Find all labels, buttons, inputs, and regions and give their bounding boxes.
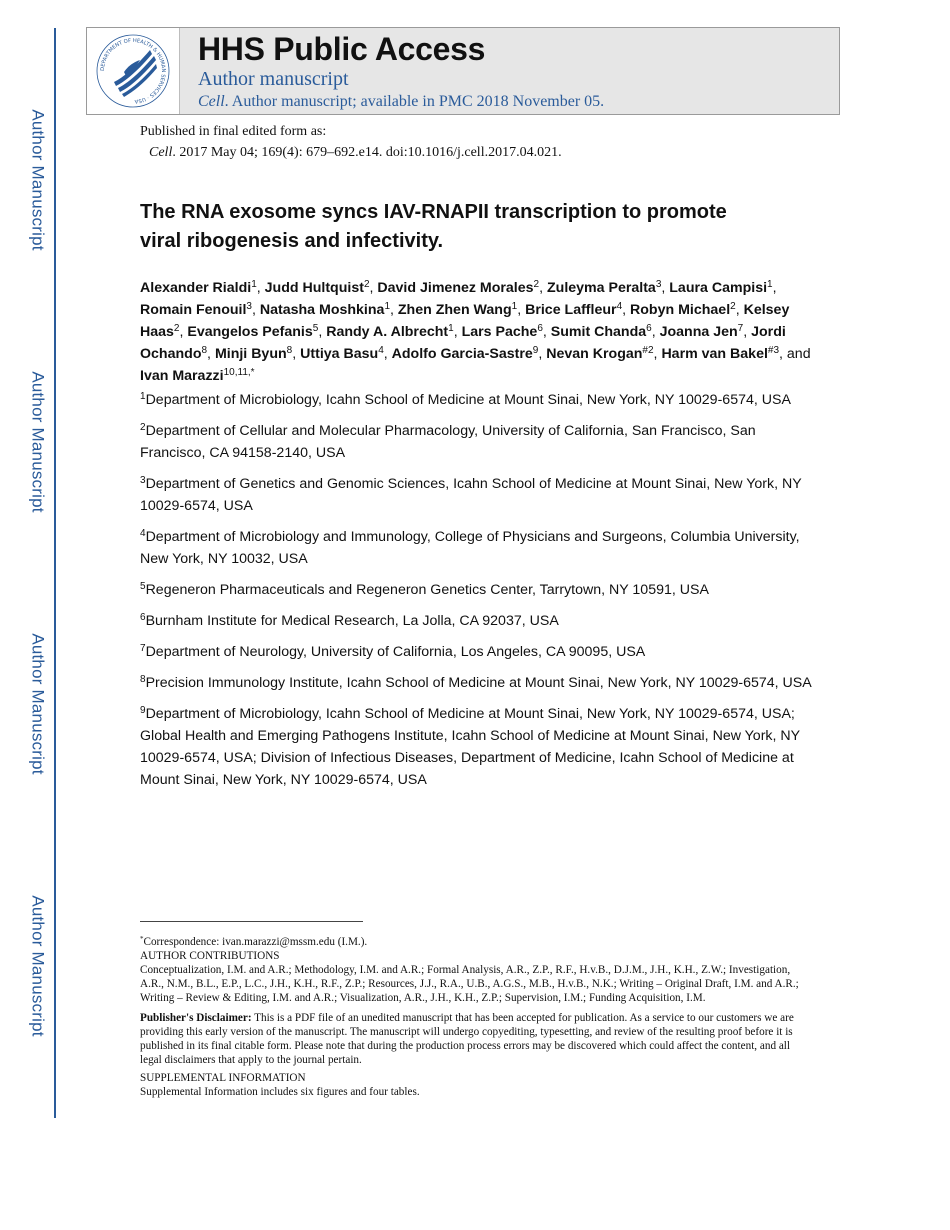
author-name: Alexander Rialdi <box>140 280 252 296</box>
affiliation-item <box>140 389 815 411</box>
author <box>187 324 318 340</box>
author-affiliation-mark: 1 <box>251 279 257 290</box>
author-affiliation-mark: 2 <box>173 323 180 334</box>
footnote-divider <box>140 921 363 922</box>
author <box>660 324 744 340</box>
affiliation-text: Department of Neurology, University of California, Los Angeles, CA 90095, USA <box>145 644 646 660</box>
author <box>525 302 622 318</box>
affiliation-number: 1 <box>140 391 146 402</box>
availability-text: . Author manuscript; available in PMC 2018 November 05. <box>224 93 605 110</box>
correspondence-text: Correspondence: ivan.marazzi@mssm.edu (I.M.). <box>143 936 368 948</box>
author-affiliation-mark: 10,11,* <box>223 367 255 378</box>
author-affiliation-mark: 8 <box>201 345 208 356</box>
hhs-title: HHS Public Access <box>198 31 486 67</box>
author-affiliation-mark: 4 <box>378 345 384 356</box>
author <box>300 346 384 362</box>
author <box>140 368 255 384</box>
affiliation-number: 4 <box>140 528 146 539</box>
author-list: Alexander Rialdi$^1$, Judd Hultquist$^2$, David Jimenez Morales$^2$, Zuleyma Peralta$^3$, Laura Campisi$^1$, Romain Fenouil$^3$, Natasha Moshkina$^1$, Zhen Zhen Wang$^1$, Brice Laffleur$^4$, Robyn Michael$^2$, Kelsey Haas$^2$, Evangelos Pefanis$^5$, Randy A. Albrecht$^1$, Lars Pache$^6$, Sumit Chanda$^6$, Joanna Jen$^7$, Jordi Ochando$^8$, Minji Byun$^8$, Uttiya Basu$^4$, Adolfo Garcia-Sastre$^9$, Nevan Krogan$^{\#2}$, Harm van Bakel$^{\#3}$, and Ivan Marazzi$^{10,11,*}$ <box>140 279 811 384</box>
manuscript-label: Author manuscript <box>198 68 349 90</box>
author <box>398 302 517 318</box>
author-name: Nevan Krogan <box>546 346 643 362</box>
author-affiliation-mark: #3 <box>767 345 780 356</box>
author-name: Robyn Michael <box>630 302 731 318</box>
affiliation-text: Department of Microbiology and Immunology, College of Physicians and Surgeons, Columbia University, New York, NY 10032, USA <box>140 529 800 567</box>
author-name: Evangelos Pefanis <box>187 324 313 340</box>
author <box>326 324 454 340</box>
author-affiliation-mark: 1 <box>767 279 773 290</box>
affiliation-item <box>140 610 815 632</box>
author <box>377 280 539 296</box>
affiliation-text: Department of Microbiology, Icahn School of Medicine at Mount Sinai, New York, NY 10029-6574, USA; Global Health and Emerging Pathogens Institute, Icahn School of Medicine at Mount Sinai, New York, NY 10029-6574, USA; Division of Infectious Diseases, Department of Medicine, Icahn School of Medicine at Mount Sinai, New York, NY 10029-6574, USA <box>140 706 800 788</box>
title-line-2: viral ribogenesis and infectivity. <box>140 230 444 252</box>
author-name: Natasha Moshkina <box>259 302 385 318</box>
author-name: Minji Byun <box>214 346 287 362</box>
author <box>215 346 292 362</box>
svg-text:DEPARTMENT OF HEALTH & HUMAN S: DEPARTMENT OF HEALTH & HUMAN SERVICES · USA <box>99 37 167 104</box>
affiliation-item <box>140 641 815 663</box>
author-affiliation-mark: #2 <box>642 345 654 356</box>
author <box>392 346 539 362</box>
author <box>661 346 779 362</box>
author-name: Zhen Zhen Wang <box>397 302 512 318</box>
author-affiliation-mark: 3 <box>655 279 662 290</box>
author-affiliation-mark: 5 <box>312 323 319 334</box>
author-name: Randy A. Albrecht <box>326 324 449 340</box>
author-name: Harm van Bakel <box>661 346 768 362</box>
author-affiliation-mark: 6 <box>646 323 652 334</box>
author-name: Adolfo Garcia-Sastre <box>391 346 533 362</box>
author <box>546 346 653 362</box>
affiliation-list <box>140 389 815 800</box>
affiliation-number: 7 <box>140 643 146 654</box>
author-name: Jordi Ochando <box>140 324 786 362</box>
affiliation-text: Precision Immunology Institute, Icahn School of Medicine at Mount Sinai, New York, NY 10029-6574, USA <box>145 675 812 691</box>
correspondence <box>140 935 810 949</box>
author-affiliation-mark: 6 <box>537 323 543 334</box>
footnotes <box>140 935 810 1099</box>
author-affiliation-mark: 1 <box>448 323 454 334</box>
affiliation-number: 8 <box>140 674 146 685</box>
author-and-separator: , and <box>779 346 811 362</box>
author-affiliation-mark: 7 <box>737 323 744 334</box>
author-name: Ivan Marazzi <box>140 368 224 384</box>
published-block <box>140 121 562 163</box>
author-affiliation-mark: 2 <box>533 279 540 290</box>
affiliation-text: Department of Microbiology, Icahn School of Medicine at Mount Sinai, New York, NY 10029-6574, USA <box>145 392 791 408</box>
affiliation-item <box>140 420 815 464</box>
author-name: Laura Campisi <box>669 280 768 296</box>
affiliation-item <box>140 473 815 517</box>
side-label-3: Author Manuscript <box>29 633 49 775</box>
author-affiliation-mark: 2 <box>363 279 370 290</box>
affiliation-number: 6 <box>140 612 146 623</box>
hhs-eagle-icon <box>94 32 172 110</box>
hhs-header <box>86 27 840 115</box>
affiliation-number: 9 <box>140 705 146 716</box>
author-name: Romain Fenouil <box>140 302 247 318</box>
author-affiliation-mark: 2 <box>730 301 736 312</box>
author-name: Uttiya Basu <box>300 346 379 362</box>
author-affiliation-mark: 1 <box>384 301 390 312</box>
affiliation-text: Regeneron Pharmaceuticals and Regeneron Genetics Center, Tarrytown, NY 10591, USA <box>145 582 709 598</box>
author-name: Zuleyma Peralta <box>546 280 656 296</box>
affiliation-number: 3 <box>140 475 146 486</box>
author-name: Judd Hultquist <box>264 280 364 296</box>
disclaimer-label: Publisher's Disclaimer: <box>140 1012 252 1024</box>
author-affiliation-mark: 8 <box>286 345 293 356</box>
citation-journal: Cell <box>149 145 173 160</box>
disclaimer-text: This is a PDF file of an unedited manuscript that has been accepted for publication. As a service to our customers we are providing this early version of the manuscript. The manuscript will undergo copyediting, typesetting, and review of the resulting proof before it is published in its final citable form. Please note that during the production process errors may be discovered which could affect the content, and all legal disclaimers that apply to the journal pertain. <box>140 1012 794 1066</box>
title-line-1: The RNA exosome syncs IAV-RNAPII transcription to promote <box>140 201 727 223</box>
contributions-heading: AUTHOR CONTRIBUTIONS <box>140 950 280 962</box>
hhs-logo <box>87 28 180 114</box>
supplemental-text: Supplemental Information includes six figures and four tables. <box>140 1086 420 1098</box>
side-label-2: Author Manuscript <box>29 371 49 513</box>
availability-journal: Cell <box>198 93 225 110</box>
author <box>265 280 370 296</box>
affiliation-item <box>140 526 815 570</box>
affiliation-number: 2 <box>140 422 146 433</box>
author <box>547 280 661 296</box>
author-affiliation-mark: 4 <box>616 301 623 312</box>
affiliation-text: Department of Genetics and Genomic Sciences, Icahn School of Medicine at Mount Sinai, New York, NY 10029-6574, USA <box>140 476 802 514</box>
affiliation-text: Department of Cellular and Molecular Pharmacology, University of California, San Francisco, San Francisco, CA 94158-2140, USA <box>140 423 756 461</box>
citation-text: . 2017 May 04; 169(4): 679–692.e14. doi:10.1016/j.cell.2017.04.021. <box>172 145 562 160</box>
author-affiliation-mark: 3 <box>246 301 252 312</box>
affiliation-number: 5 <box>140 581 146 592</box>
article-title <box>140 198 820 256</box>
author <box>630 302 736 318</box>
author-affiliation-mark: 1 <box>511 301 518 312</box>
availability-line <box>198 91 839 113</box>
affiliation-text: Burnham Institute for Medical Research, La Jolla, CA 92037, USA <box>145 613 559 629</box>
contributions-text: Conceptualization, I.M. and A.R.; Methodology, I.M. and A.R.; Formal Analysis, A.R., Z.P., R.F., H.v.B., D.J.M., J.H., K.H., Z.W.; Investigation, A.R., N.M., B.L., E.P., L.C., J.H., K.H., R.F., Z.P.; Resources, J.J., R.A., U.B., A.G.S., M.B., H.v.B., N.K.; Writing – Original Draft, I.M. and A.R.; Writing – Review & Editing, I.M. and A.R.; Visualization, A.R., J.H., K.H., Z.P.; Supervision, I.M.; Funding Acquisition, I.M. <box>140 964 799 1004</box>
hhs-title-cell <box>180 28 839 114</box>
author-affiliation-mark: 9 <box>532 345 539 356</box>
disclaimer <box>140 1011 810 1067</box>
side-label-1: Author Manuscript <box>29 109 49 251</box>
affiliation-item <box>140 703 815 791</box>
affiliation-item <box>140 672 815 694</box>
author <box>462 324 543 340</box>
author-name: Kelsey Haas <box>140 302 790 340</box>
affiliation-item <box>140 579 815 601</box>
published-label: Published in final edited form as: <box>140 124 327 139</box>
author <box>140 280 257 296</box>
published-citation <box>140 142 562 163</box>
author <box>669 280 772 296</box>
author <box>260 302 390 318</box>
author-name: Joanna Jen <box>659 324 738 340</box>
supplemental-heading: SUPPLEMENTAL INFORMATION <box>140 1072 306 1084</box>
author-name: David Jimenez Morales <box>377 280 534 296</box>
correspondence-mark: * <box>140 935 144 943</box>
author-name: Brice Laffleur <box>525 302 617 318</box>
author-name: Lars Pache <box>461 324 538 340</box>
side-label-4: Author Manuscript <box>29 895 49 1037</box>
author-name: Sumit Chanda <box>550 324 647 340</box>
author <box>140 302 252 318</box>
author <box>551 324 652 340</box>
